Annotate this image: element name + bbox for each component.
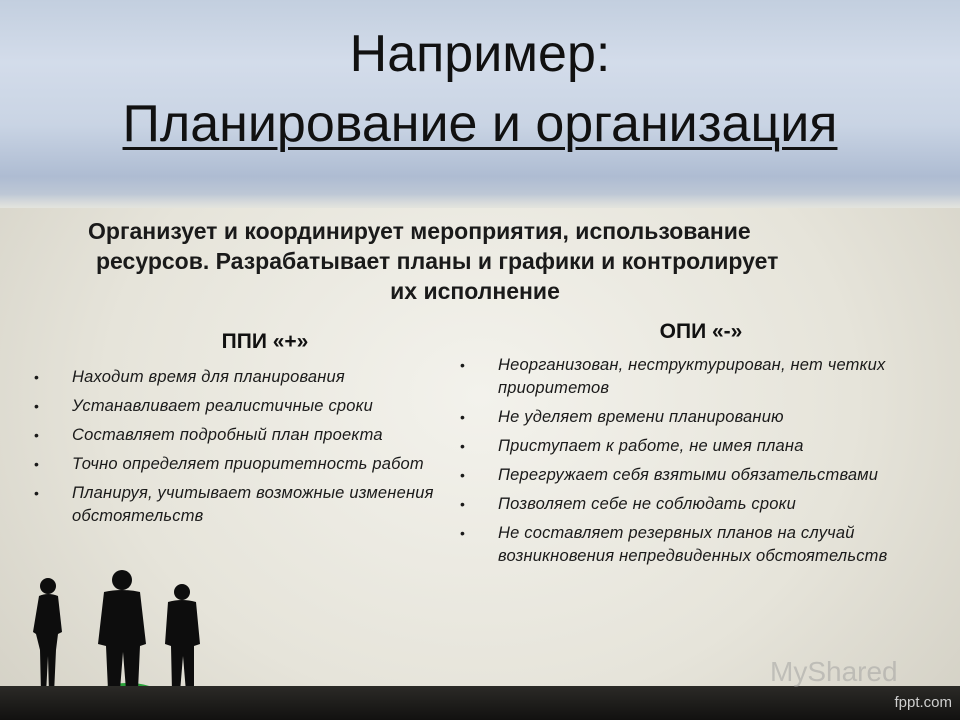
- footer-brand: fppt.com: [894, 694, 952, 711]
- list-item-text: Приступает к работе, не имея плана: [498, 437, 804, 455]
- list-item-text: Составляет подробный план проекта: [72, 426, 383, 444]
- negative-column: [456, 320, 926, 574]
- bullet-icon: •: [460, 357, 466, 373]
- list-item: [456, 406, 926, 429]
- bullet-icon: •: [34, 456, 40, 472]
- negative-column-heading: ОПИ «-»: [659, 320, 743, 343]
- list-item-text: Находит время для планирования: [72, 368, 345, 386]
- lead-line-3: их исполнение: [390, 278, 560, 304]
- bullet-icon: •: [460, 409, 466, 425]
- list-item: [30, 424, 450, 447]
- bullet-icon: •: [460, 496, 466, 512]
- bullet-icon: •: [34, 398, 40, 414]
- negative-list: [456, 354, 926, 568]
- list-item: [456, 522, 926, 568]
- list-item-text: Позволяет себе не соблюдать сроки: [498, 495, 796, 513]
- list-item-text: Не уделяет времени планированию: [498, 408, 784, 426]
- list-item: [456, 435, 926, 458]
- bullet-icon: •: [460, 525, 466, 541]
- list-item-text: Неорганизован, неструктурирован, нет четких приоритетов: [498, 356, 886, 397]
- man-right-silhouette: [165, 584, 200, 692]
- list-item-text: Перегружает себя взятыми обязательствами: [498, 466, 879, 484]
- bullet-icon: •: [460, 467, 466, 483]
- watermark-text: MyShared: [770, 656, 898, 687]
- list-item: [456, 464, 926, 487]
- bottom-bar: [0, 686, 960, 720]
- list-item: [30, 366, 450, 389]
- bullet-icon: •: [34, 485, 40, 501]
- slide-title-line2: Планирование и организация: [122, 95, 838, 153]
- slide-title-line1: Например:: [349, 25, 611, 83]
- bullet-icon: •: [34, 427, 40, 443]
- woman-silhouette: [33, 578, 62, 694]
- list-item: [30, 395, 450, 418]
- man-center-silhouette: [98, 570, 146, 690]
- positive-column-heading: ППИ «+»: [221, 330, 309, 353]
- list-item-text: Не составляет резервных планов на случай возникновения непредвиденных обстоятельств: [498, 524, 888, 565]
- lead-paragraph: [80, 216, 900, 306]
- list-item-text: Точно определяет приоритетность работ: [72, 455, 424, 473]
- positive-column: [30, 330, 450, 534]
- list-item: [456, 493, 926, 516]
- list-item: [456, 354, 926, 400]
- positive-list: [30, 366, 450, 528]
- list-item-text: Устанавливает реалистичные сроки: [72, 397, 374, 415]
- bullet-icon: •: [460, 438, 466, 454]
- lead-line-1: Организует и координирует мероприятия, использование: [88, 218, 751, 244]
- list-item-text: Планируя, учитывает возможные изменения обстоятельств: [72, 484, 434, 525]
- list-item: [30, 453, 450, 476]
- lead-line-2: ресурсов. Разрабатывает планы и графики и контролирует: [96, 248, 779, 274]
- list-item: [30, 482, 450, 528]
- bullet-icon: •: [34, 369, 40, 385]
